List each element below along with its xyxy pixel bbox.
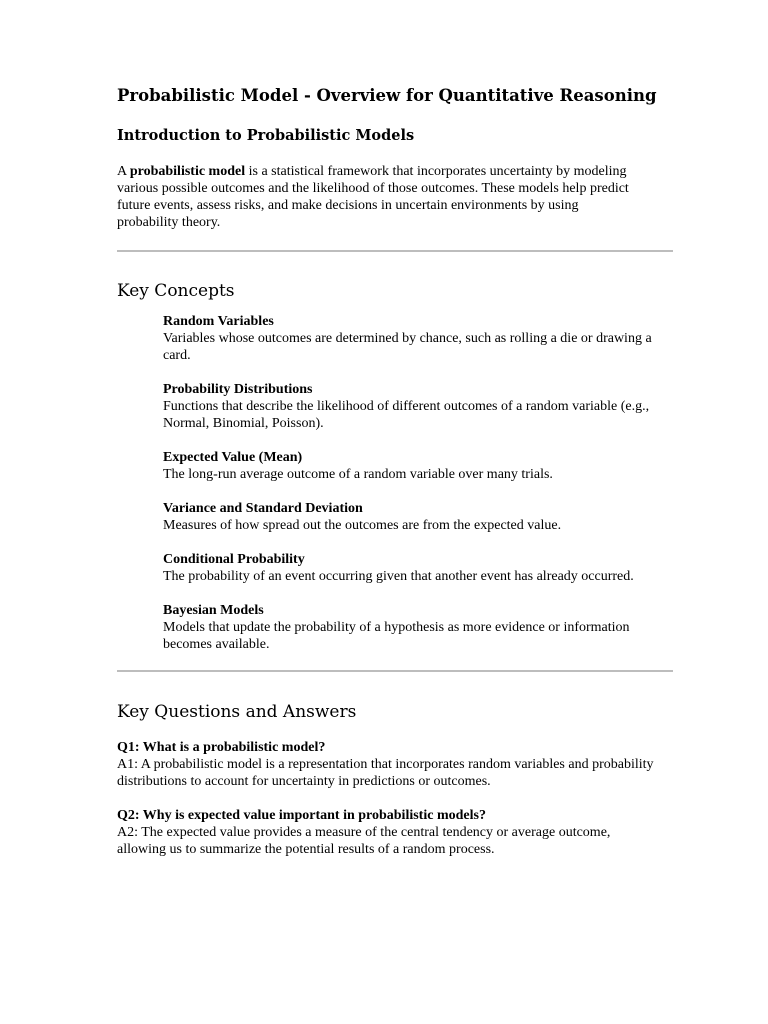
- intro-text: is a statistical framework that incorporates uncertainty by modeling various possible outcomes and the likelihood of those outcomes. These models help predict future events, assess risks, and make decisions in uncertain environments by using probability theory.: [117, 164, 629, 230]
- concept-name: Random Variables: [163, 314, 274, 329]
- concept-name: Probability Distributions: [163, 382, 313, 397]
- concept-name: Expected Value (Mean): [163, 450, 303, 465]
- concept-item-variance: [163, 500, 653, 534]
- concept-description: The long-run average outcome of a random variable over many trials.: [163, 467, 553, 482]
- concept-name: Variance and Standard Deviation: [163, 501, 363, 516]
- concept-item-bayesian-models: [163, 602, 653, 653]
- qa-answer: A1: A probabilistic model is a representation that incorporates random variables and probability distributions to account for uncertainty in predictions or outcomes.: [117, 757, 654, 789]
- concept-item-random-variables: [163, 313, 653, 364]
- key-concepts-list: [117, 313, 673, 653]
- qa-question: Q2: Why is expected value important in probabilistic models?: [117, 808, 486, 823]
- qa-item-2: [117, 807, 657, 858]
- concept-item-probability-distributions: [163, 381, 653, 432]
- concept-description: Functions that describe the likelihood of different outcomes of a random variable (e.g., Normal, Binomial, Poisson).: [163, 399, 650, 431]
- qa-list: [117, 739, 673, 858]
- concept-description: Variables whose outcomes are determined by chance, such as rolling a die or drawing a card.: [163, 331, 652, 363]
- qa-question: Q1: What is a probabilistic model?: [117, 740, 326, 755]
- qa-heading: Key Questions and Answers: [117, 702, 357, 722]
- key-concepts-heading: Key Concepts: [117, 281, 235, 301]
- section-divider: [117, 250, 673, 252]
- concept-name: Conditional Probability: [163, 552, 305, 567]
- concept-name: Bayesian Models: [163, 603, 264, 618]
- concept-description: The probability of an event occurring given that another event has already occurred.: [163, 569, 634, 584]
- concept-item-conditional-probability: [163, 551, 653, 585]
- concept-item-expected-value: [163, 449, 653, 483]
- intro-paragraph: [117, 163, 637, 231]
- section-divider: [117, 670, 673, 672]
- qa-answer: A2: The expected value provides a measure of the central tendency or average outcome, allowing us to summarize the potential results of a random process.: [117, 825, 611, 857]
- concept-description: Models that update the probability of a hypothesis as more evidence or information becomes available.: [163, 620, 630, 652]
- intro-term: probabilistic model: [129, 164, 246, 179]
- intro-heading: Introduction to Probabilistic Models: [117, 127, 415, 144]
- concept-description: Measures of how spread out the outcomes are from the expected value.: [163, 518, 562, 533]
- intro-prefix: A: [117, 164, 130, 179]
- qa-item-1: [117, 739, 657, 790]
- document-title: Probabilistic Model - Overview for Quantitative Reasoning: [117, 86, 657, 105]
